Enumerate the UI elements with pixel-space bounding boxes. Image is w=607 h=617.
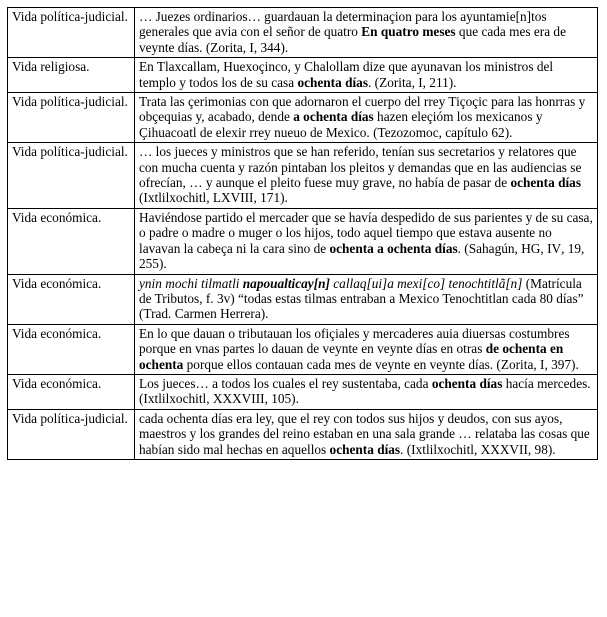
quote-cell: [135, 374, 598, 409]
citation-volume: I: [249, 39, 254, 55]
quote-text: En lo que dauan o tributauan los ofiçiales y mercaderes auia diuersas costumbres porque en vnas partes lo dauan de veynte en veynte días en otras: [139, 325, 570, 357]
quote-text: , 171).: [253, 190, 288, 206]
quote-cell: [135, 208, 598, 274]
citation-volume: IV: [547, 240, 562, 256]
quote-cell: [135, 143, 598, 209]
category-cell: Vida política-judicial.: [8, 8, 135, 58]
category-cell: Vida económica.: [8, 274, 135, 324]
quote-cell: [135, 324, 598, 374]
quote-text: porque ellos contauan cada mes de veynte en veynte días. (Zorita,: [183, 356, 540, 372]
table-row: [8, 93, 598, 143]
quote-text: . (Ixtlilxochitl,: [400, 441, 481, 457]
table-row: [8, 143, 598, 209]
emphasis-text: napoualticay[n]: [242, 275, 330, 291]
table-row: [8, 324, 598, 374]
quote-cell: [135, 8, 598, 58]
quote-text: hazen eleçióm los mexicanos y Çihuacoatl de elexir rrey nueuo de Mexico. (Tezozomoc, capítulo 62).: [139, 109, 543, 140]
category-cell: Vida política-judicial.: [8, 93, 135, 143]
category-cell: Vida política-judicial.: [8, 143, 135, 209]
emphasis-text: ochenta días: [431, 375, 503, 391]
citation-volume: I: [540, 356, 545, 372]
citations-table: [7, 7, 598, 460]
citation-volume: XXXVIII: [212, 391, 265, 407]
table-row: [8, 274, 598, 324]
citation-volume: I: [418, 74, 423, 90]
category-cell: Vida económica.: [8, 324, 135, 374]
quote-text: . (Sahagún,: [457, 240, 522, 256]
quote-text: Haviéndose partido el mercader que se havía despedido de sus parientes y de su casa, o padre o madre o muger o los hijos, todo aquel tiempo que estava ausente no lavavan la cabeça ni la cara sino de: [139, 209, 593, 256]
quote-text: ynin mochi tilmatli: [139, 275, 243, 291]
quote-text: cada ochenta días era ley, que el rey con todos sus hijos y deudos, con sus ayos, maestros y los grandes del reino estaban en una sala grande … relataba las cosas que habían sido mal hechas en aquellos: [139, 410, 590, 457]
quote-text: ,: [540, 240, 548, 256]
quote-text: , 98).: [527, 441, 556, 457]
quote-text: que cada mes era de veynte días. (Zorita,: [139, 24, 566, 55]
quote-cell: [135, 274, 598, 324]
category-cell: Vida económica.: [8, 208, 135, 274]
quote-text: , 344).: [253, 39, 289, 55]
quote-text: callaq[ui]a mexi[co] tenochtitlã[n]: [329, 275, 523, 291]
quote-text: . (Zorita,: [368, 74, 419, 90]
quote-text: Trata las çerimonias con que adornaron el cuerpo del rrey Tiçoçic para las honrras y obçequias y, acabado, dende: [139, 94, 586, 125]
emphasis-text: ochenta días: [510, 175, 581, 191]
quote-text: , 211).: [422, 74, 457, 90]
table-row: [8, 8, 598, 58]
quote-text: (Ixtlilxochitl,: [139, 190, 213, 206]
category-cell: Vida política-judicial.: [8, 409, 135, 459]
quote-text: Los jueces… a todos los cuales el rey sustentaba, cada: [139, 375, 432, 391]
table-row: [8, 208, 598, 274]
quote-text: En Tlaxcallam, Huexoçinco, y Chalollam dize que ayunavan los ministros del templo y todos los de su casa: [139, 59, 554, 90]
quote-text: … Juezes ordinarios… guardauan la determinaçion para los ayuntamie[n]tos generales que avia con el señor de quatro: [139, 9, 547, 40]
quote-cell: [135, 409, 598, 459]
emphasis-text: a ochenta días: [293, 109, 374, 125]
emphasis-text: ochenta días: [297, 74, 368, 90]
table-row: [8, 374, 598, 409]
citations-body: [8, 8, 598, 460]
quote-cell: [135, 58, 598, 93]
quote-cell: [135, 93, 598, 143]
category-cell: Vida económica.: [8, 374, 135, 409]
emphasis-text: ochenta días: [329, 441, 401, 457]
citation-volume: LXVIII: [212, 190, 254, 206]
citation-volume: HG: [521, 240, 541, 256]
emphasis-text: de ochenta en ochenta: [139, 341, 564, 372]
citation-volume: XXXVII: [480, 441, 528, 457]
quote-text: (Matrícula de Tributos, f. 3v) “todas estas tilmas entraban a Mexico Tenochtitlan cada 80 días” (Trad. Carmen Herrera).: [139, 275, 584, 322]
quote-text: … los jueces y ministros que se han referido, tenían sus secretarios y relatores que con mucha cuenta y razón pintaban los pleitos y demandas que en las audiencias se ofrecían, … y aunque el pleito fuese muy grave, no había de pasar de: [139, 144, 582, 191]
emphasis-text: ochenta a ochenta días: [329, 240, 458, 256]
emphasis-text: En quatro meses: [361, 24, 456, 40]
table-row: [8, 58, 598, 93]
table-row: [8, 409, 598, 459]
quote-text: , 397).: [544, 356, 579, 372]
quote-text: hacía mercedes. (Ixtlilxochitl,: [139, 375, 591, 407]
category-cell: Vida religiosa.: [8, 58, 135, 93]
quote-text: , 19, 255).: [139, 240, 585, 272]
quote-text: , 105).: [264, 391, 299, 407]
